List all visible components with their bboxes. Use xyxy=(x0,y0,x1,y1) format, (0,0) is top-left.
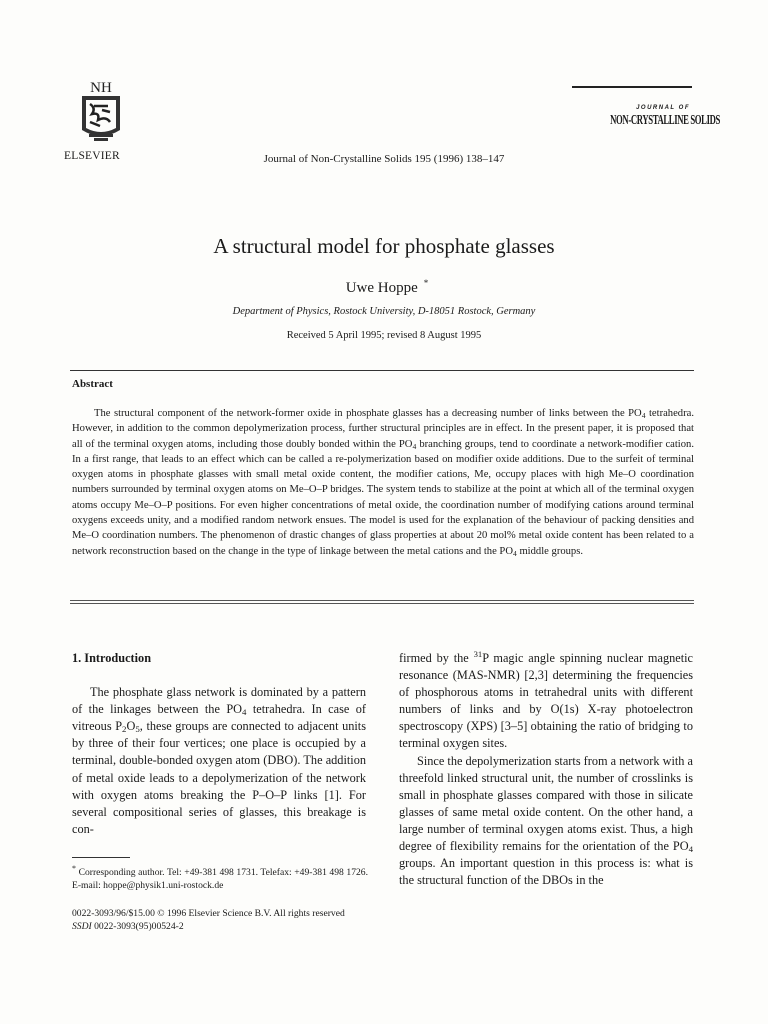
right-column xyxy=(399,650,693,889)
subscript: 5 xyxy=(135,724,140,735)
body-text: tetrahedra. In case of vitreous P xyxy=(72,702,367,734)
journal-masthead-rule xyxy=(572,86,692,88)
subscript: 4 xyxy=(242,707,247,718)
abstract-top-rule xyxy=(70,370,694,371)
corresponding-author-footnote xyxy=(72,866,368,892)
subscript: 4 xyxy=(641,411,646,420)
body-text: The phosphate glass network is dominated by a pattern of the linkages between the PO xyxy=(72,685,366,717)
ssdi-line xyxy=(72,921,184,932)
section-heading: 1. Introduction xyxy=(72,651,152,665)
intro-paragraph-1-continued xyxy=(399,650,693,753)
abstract-text: middle groups. xyxy=(516,545,584,557)
body-text: O xyxy=(126,719,136,734)
journal-citation: Journal of Non-Crystalline Solids 195 (1996) 138–147 xyxy=(263,153,505,165)
abstract-text: branching groups, tend to coordinate a network-modifier cation. In a first range, that leads to an effect which can be called a re-polymerization based on modifier oxide additions. Due to the surfeit of terminal oxygen atoms in phosphate glasses with small metal oxide content, the modifier cations, Me, occupy places with high Me–O coordination numbers surrounded by terminal oxygen atoms on Me–O–P bridges. The system tends to stabilize at the point at which all of the terminal oxygen atoms occupy Me–O–P positions. For even higher concentrations of metal oxide, the coordination number of modifying cations around terminal oxygens exceeds unity, and a modified random network ensues. The model is used for the explanation of the behaviour of packing densities and Me–O coordination numbers. The phenomenon of drastic changes of glass properties at about 20 mol% metal oxide content has been related to a network reconstruction based on the change in the type of linkage between the metal cations and the PO xyxy=(72,438,694,557)
received-dates: Received 5 April 1995; revised 8 August 1995 xyxy=(286,330,482,341)
journal-of-label: JOURNAL OF xyxy=(636,105,690,111)
abstract-heading: Abstract xyxy=(72,378,113,390)
abstract-text: tetrahedra. However, in addition to the common depolymerization process, further structural principles are in effect. In the present paper, it is proposed that all of the terminal oxygen atoms, including those doubly bonded within the PO xyxy=(72,408,694,450)
author-affiliation: Department of Physics, Rostock University, D-18051 Rostock, Germany xyxy=(232,306,536,317)
copyright-line: 0022-3093/96/$15.00 © 1996 Elsevier Science B.V. All rights reserved xyxy=(72,908,345,919)
footnote-mark: * xyxy=(72,864,76,873)
ssdi-value: 0022-3093(95)00524-2 xyxy=(91,921,184,932)
footnote-rule xyxy=(72,857,130,858)
author-footnote-mark: * xyxy=(423,278,429,288)
subscript: 4 xyxy=(412,441,417,451)
publisher-name: ELSEVIER xyxy=(64,150,120,162)
abstract-bottom-rule-2 xyxy=(70,603,694,604)
elsevier-logo xyxy=(76,78,126,148)
body-text: firmed by the xyxy=(399,651,474,665)
subscript: 4 xyxy=(688,844,693,855)
superscript: 31 xyxy=(473,649,483,659)
body-text: Since the depolymerization starts from a network with a threefold linked structural unit, the number of crosslinks is small in phosphate glasses compared with those in silicate glasses of same metal oxide content. On the other hand, a large number of terminal oxygen atoms exist. Thus, a high degree of flexibility remains for the orientation of the PO xyxy=(399,753,693,854)
abstract-body xyxy=(72,406,694,559)
article-title: A structural model for phosphate glasses xyxy=(213,234,555,258)
ssdi-label: SSDI xyxy=(72,921,92,932)
abstract-bottom-rule xyxy=(70,600,694,601)
author-line xyxy=(0,278,768,297)
body-text: , these groups are connected to adjacent units by three of their four vertices; one place is occupied by a terminal, double-bonded oxygen atom (DBO). The addition of metal oxide leads to a depolymerization of the network with oxygen atoms breaking the P–O–P links [1]. For several compositional series of glasses, this breakage is con- xyxy=(72,719,366,836)
author-name: Uwe Hoppe xyxy=(345,280,418,296)
abstract-text: The structural component of the network-former oxide in phosphate glasses has a decreasing number of links between the PO xyxy=(94,408,642,419)
subscript: 4 xyxy=(512,548,517,558)
left-column xyxy=(72,650,366,838)
logo-nh-text: NH xyxy=(90,80,112,96)
body-text: P magic angle spinning nuclear magnetic resonance (MAS-NMR) [2,3] determining the frequencies of phosphorous atoms in tetrahedral units with different numbers of links and by O(1s) X-ray photoelectron spectroscopy (XPS) [3–5] obtaining the ratio of bridging to terminal oxygen sites. xyxy=(399,651,693,751)
body-text: groups. An important question in this process is: what is the structural function of the DBOs in the xyxy=(399,856,693,888)
intro-paragraph-2 xyxy=(399,753,693,890)
subscript: 2 xyxy=(122,724,127,735)
footnote-text: Corresponding author. Tel: +49-381 498 1731. Telefax: +49-381 498 1726. E-mail: hoppe@physik1.uni-rostock.de xyxy=(72,867,368,891)
intro-paragraph-1 xyxy=(72,684,366,838)
journal-masthead-name: NON-CRYSTALLINE SOLIDS xyxy=(610,113,720,128)
